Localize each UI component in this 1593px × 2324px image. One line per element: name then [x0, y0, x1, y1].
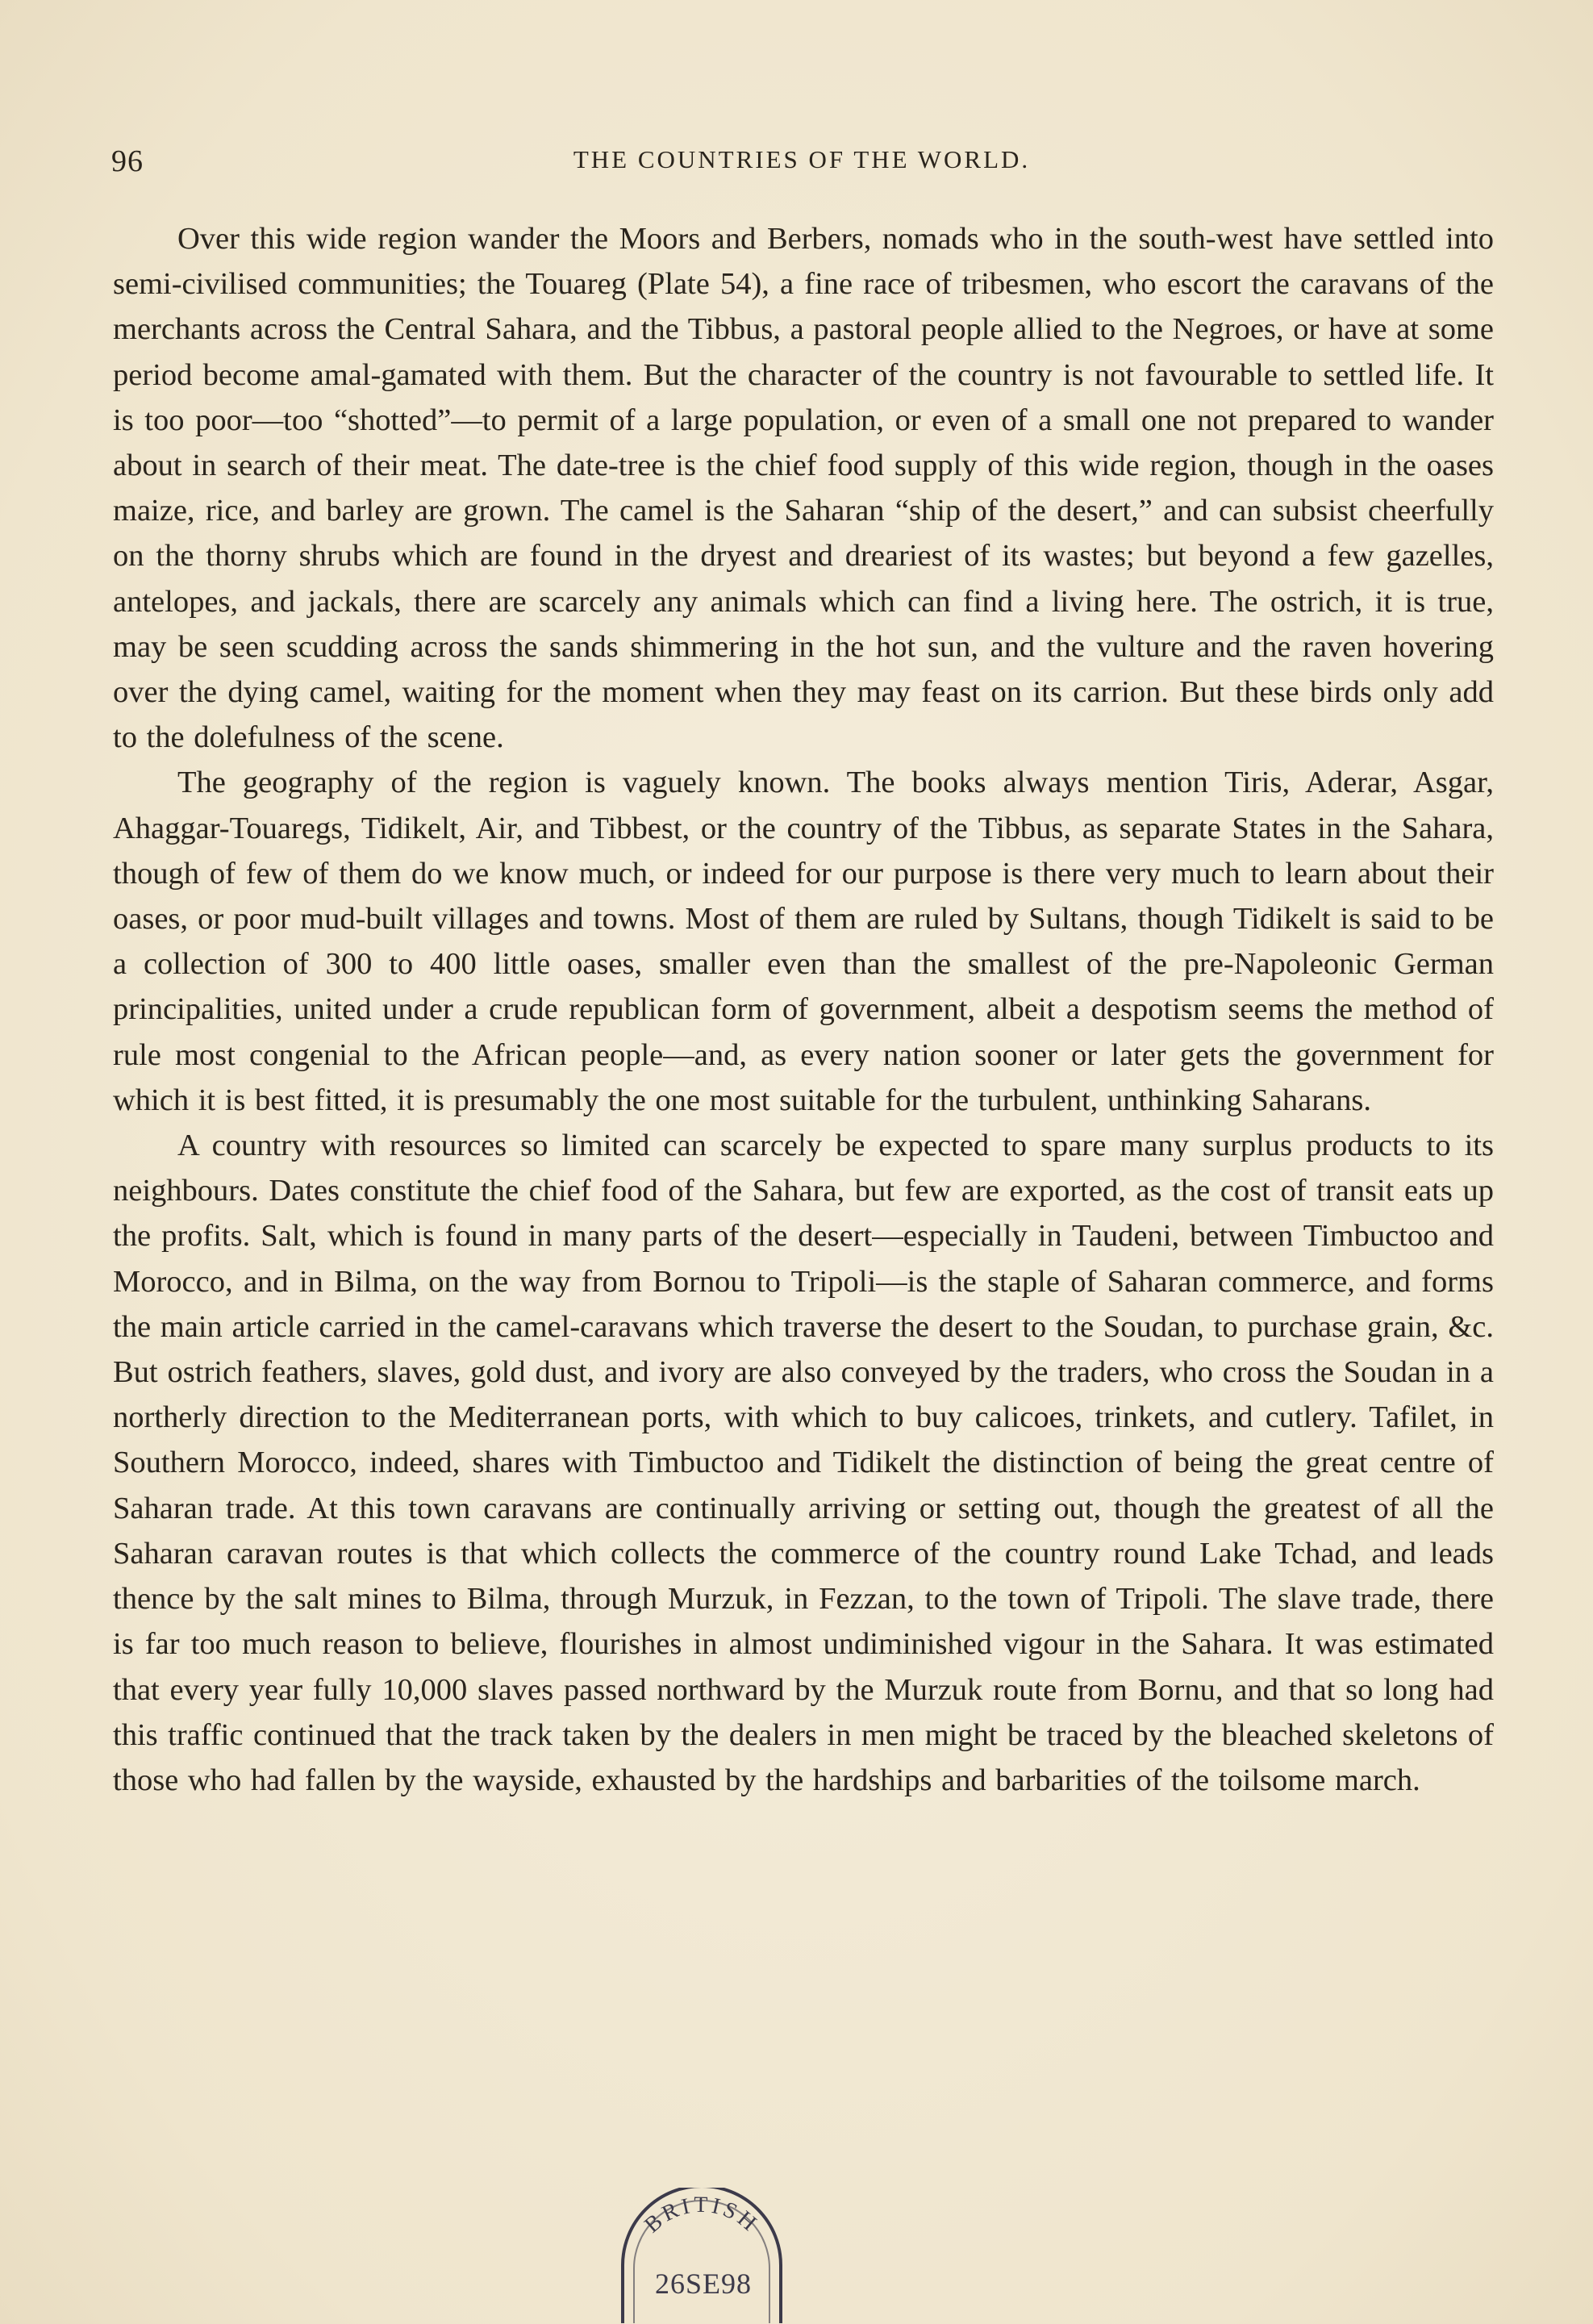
stamp-arc-text: BRITISH: [640, 2192, 764, 2238]
stamp-date: 26SE98: [654, 2268, 752, 2300]
paragraph-3: A country with resources so limited can scarcely be expected to spare many surplus products to its neighbours. Dates constitute the chief food of the Sahara, but few are exported, as the cost of transit eats up the profits. Salt, which is found in many parts of the desert—especially in Taudeni, between Timbuctoo and Morocco, and in Bilma, on the way from Bornou to Tripoli—is the staple of Saharan commerce, and forms the main article carried in the camel-caravans which traverse the desert to the Soudan, to purchase grain, &c. But ostrich feathers, slaves, gold dust, and ivory are also conveyed by the traders, who cross the Soudan in a northerly direction to the Mediterranean ports, with which to buy calicoes, trinkets, and cutlery. Tafilet, in Southern Morocco, indeed, shares with Timbuctoo and Tidikelt the distinction of being the great centre of Saharan trade. At this town caravans are continually arriving or setting out, though the greatest of all the Saharan caravan routes is that which collects the commerce of the country round Lake Tchad, and leads thence by the salt mines to Bilma, through Murzuk, in Fezzan, to the town of Tripoli. The slave trade, there is far too much reason to believe, flourishes in almost undiminished vigour in the Sahara. It was estimated that every year fully 10,000 slaves passed northward by the Murzuk route from Bornu, and that so long had this traffic continued that the track taken by the dealers in men might be traced by the bleached skeletons of those who had fallen by the wayside, exhausted by the hardships and barbarities of the toilsome march.: [113, 1129, 1494, 1797]
running-title: THE COUNTRIES OF THE WORLD.: [573, 145, 1031, 173]
library-stamp: [605, 2188, 799, 2324]
page-number: 96: [111, 144, 144, 178]
body-text: [113, 216, 1494, 1803]
page-header: [111, 144, 1492, 184]
stamp-icon: [605, 2188, 799, 2324]
paragraph-1: Over this wide region wander the Moors and Berbers, nomads who in the south-west have settled into semi-civilised communities; the Touareg (Plate 54), a fine race of tribesmen, who escort the caravans of the merchants across the Central Sahara, and the Tibbus, a pastoral people allied to the Negroes, or have at some period become amal-gamated with them. But the character of the country is not favourable to settled life. It is too poor—too “shotted”—to permit of a large population, or even of a small one not prepared to wander about in search of their meat. The date-tree is the chief food supply of this wide region, though in the oases maize, rice, and barley are grown. The camel is the Saharan “ship of the desert,” and can subsist cheerfully on the thorny shrubs which are found in the dryest and dreariest of its wastes; but beyond a few gazelles, antelopes, and jackals, there are scarcely any animals which can find a living here. The ostrich, it is true, may be seen scudding across the sands shimmering in the hot sun, and the vulture and the raven hovering over the dying camel, waiting for the moment when they may feast on its carrion. But these birds only add to the dolefulness of the scene.: [113, 222, 1494, 755]
paragraph-2: The geography of the region is vaguely known. The books always mention Tiris, Aderar, Asgar, Ahaggar-Touaregs, Tidikelt, Air, and Tibbest, or the country of the Tibbus, as separate States in the Sahara, though of few of them do we know much, or indeed for our purpose is there very much to learn about their oases, or poor mud-built villages and towns. Most of them are ruled by Sultans, though Tidikelt is said to be a collection of 300 to 400 little oases, smaller even than the smallest of the pre-Napoleonic German principalities, united under a crude republican form of government, albeit a despotism seems the method of rule most congenial to the African people—and, as every nation sooner or later gets the government for which it is best fitted, it is presumably the one most suitable for the turbulent, unthinking Saharans.: [113, 766, 1494, 1117]
